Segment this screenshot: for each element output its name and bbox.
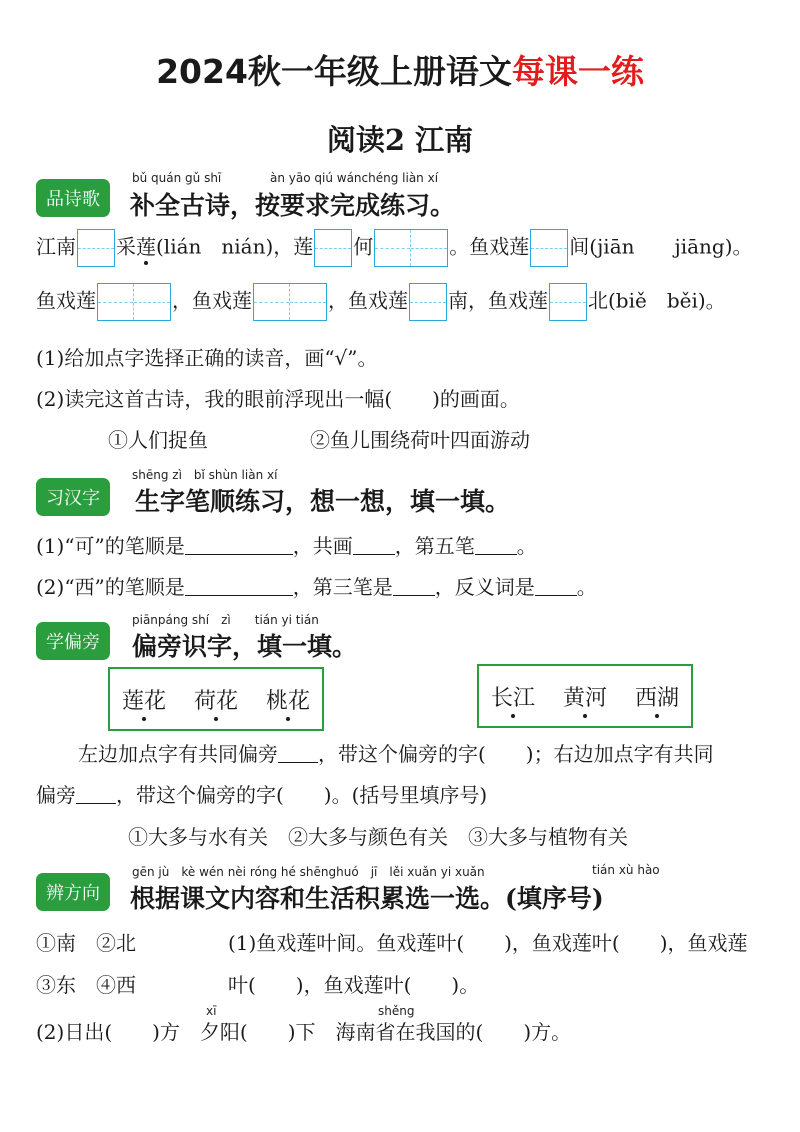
section2-pinyin: shēng zì bǐ shùn liàn xí bbox=[132, 468, 278, 482]
section4-heading: 根据课文内容和生活积累选一选。(填序号) bbox=[130, 884, 604, 913]
word-box-right: 长江 黄河 西湖 bbox=[477, 664, 693, 728]
section1-question-2: (2)读完这首古诗，我的眼前浮现出一幅( )的画面。 bbox=[36, 387, 520, 411]
section4-pinyin-tail: tián xù hào bbox=[592, 863, 660, 877]
section2-tag: 习汉字 bbox=[36, 478, 110, 516]
section3-tag: 学偏旁 bbox=[36, 622, 110, 660]
title-highlight: 每课一练 bbox=[511, 52, 644, 91]
char-grid[interactable] bbox=[97, 283, 171, 321]
char-grid[interactable] bbox=[530, 229, 568, 267]
section1-pinyin-b: àn yāo qiú wánchéng liàn xí bbox=[270, 171, 439, 185]
section3-options: ①大多与水有关 ②大多与颜色有关 ③大多与植物有关 bbox=[128, 825, 628, 849]
poem-line-1: 江南 采莲(lián nián)，莲 何 。鱼戏莲 间(jiān jiāng)。 bbox=[36, 229, 753, 267]
char-grid[interactable] bbox=[253, 283, 327, 321]
char-grid[interactable] bbox=[314, 229, 352, 267]
answer-blank[interactable] bbox=[76, 783, 116, 804]
section4-question-1-line-2: 叶( )，鱼戏莲叶( )。 bbox=[228, 973, 480, 997]
answer-blank[interactable] bbox=[278, 742, 318, 763]
answer-blank[interactable] bbox=[185, 534, 293, 555]
section2-heading: 生字笔顺练习，想一想，填一填。 bbox=[135, 487, 511, 516]
section1-pinyin-a: bǔ quán gǔ shī bbox=[132, 171, 222, 185]
answer-blank[interactable] bbox=[535, 575, 577, 596]
answer-blank[interactable] bbox=[185, 575, 293, 596]
section2-question-2: (2)“西”的笔顺是 ，第三笔是 ，反义词是 。 bbox=[36, 575, 597, 599]
section4-question-2: (2)日出( )方 夕阳( )下 海南省在我国的( )方。 bbox=[36, 1020, 572, 1044]
lesson-title: 阅读2 江南 bbox=[326, 123, 474, 157]
section4-pinyin: gēn jù kè wén nèi róng hé shēnghuó jī lěi xuǎn yi xuǎn bbox=[132, 865, 485, 879]
char-grid[interactable] bbox=[409, 283, 447, 321]
direction-options-row-1: ①南 ②北 bbox=[36, 931, 136, 955]
char-grid[interactable] bbox=[374, 229, 448, 267]
section1-option-2: ②鱼儿围绕荷叶四面游动 bbox=[310, 428, 530, 452]
section3-heading: 偏旁识字，填一填。 bbox=[132, 632, 358, 661]
section4-question-1-line-1: (1)鱼戏莲叶间。鱼戏莲叶( )，鱼戏莲叶( )，鱼戏莲 bbox=[228, 931, 748, 955]
answer-blank[interactable] bbox=[475, 534, 517, 555]
word-box-left: 莲花 荷花 桃花 bbox=[108, 667, 324, 731]
section2-question-1: (1)“可”的笔顺是 ，共画 ，第五笔 。 bbox=[36, 534, 537, 558]
pinyin-sheng: shěng bbox=[378, 1004, 415, 1018]
section1-question-1: (1)给加点字选择正确的读音，画“√”。 bbox=[36, 346, 378, 370]
section1-heading: 补全古诗，按要求完成练习。 bbox=[130, 191, 456, 220]
answer-blank[interactable] bbox=[393, 575, 435, 596]
pinyin-xi: xī bbox=[206, 1004, 217, 1018]
section4-tag: 辨方向 bbox=[36, 873, 110, 911]
direction-options-row-2: ③东 ④西 bbox=[36, 973, 136, 997]
section1-tag: 品诗歌 bbox=[36, 179, 110, 217]
section3-pinyin: piānpáng shí zì tián yi tián bbox=[132, 613, 319, 627]
answer-blank[interactable] bbox=[353, 534, 395, 555]
poem-line-2: 鱼戏莲 ，鱼戏莲 ，鱼戏莲 南，鱼戏莲 北(biě běi)。 bbox=[36, 283, 726, 321]
char-grid[interactable] bbox=[549, 283, 587, 321]
section3-paragraph-line-1: 左边加点字有共同偏旁 ，带这个偏旁的字( )；右边加点字有共同 bbox=[78, 742, 714, 766]
char-grid[interactable] bbox=[77, 229, 115, 267]
page-title: 2024秋一年级上册语文每课一练 bbox=[156, 52, 644, 91]
section1-option-1: ①人们捉鱼 bbox=[108, 428, 208, 452]
section3-paragraph-line-2: 偏旁 ，带这个偏旁的字( )。(括号里填序号) bbox=[36, 783, 488, 807]
